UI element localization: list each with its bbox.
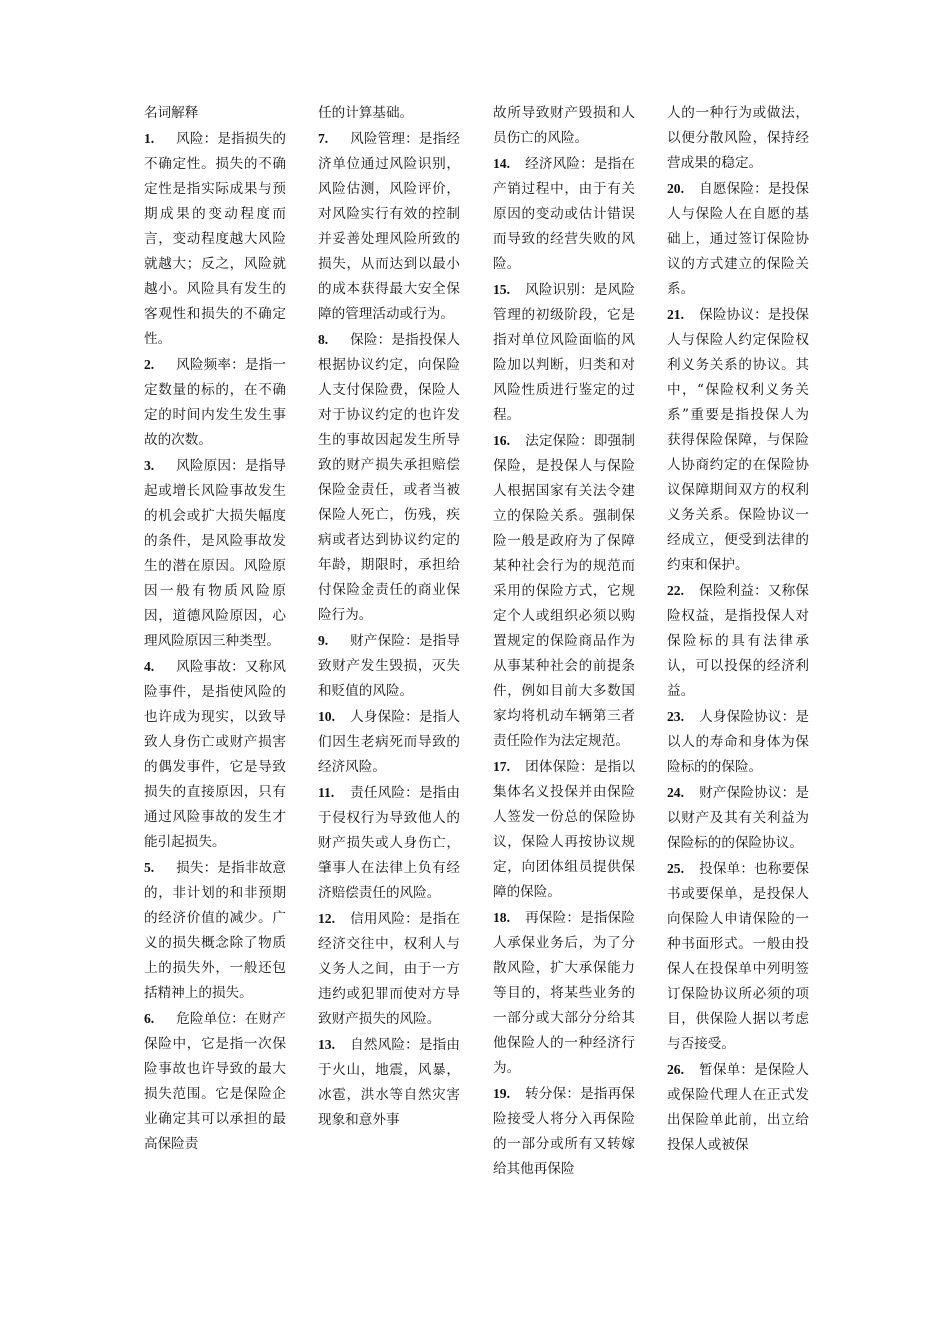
item-number: 15. bbox=[493, 282, 510, 297]
item-number: 5. bbox=[144, 860, 155, 875]
item-number: 21. bbox=[667, 307, 684, 322]
item-number: 6. bbox=[144, 1011, 155, 1026]
definition-item bbox=[318, 704, 460, 780]
item-number: 24. bbox=[667, 785, 684, 800]
item-text: 风险管理：是指经济单位通过风险识别，风险估测，风险评价，对风险实行有效的控制并妥善处理风险所致的损失，从而达到以最小的成本获得最大安全保障的管理活动或行为。 bbox=[318, 131, 460, 322]
item-number: 7. bbox=[318, 131, 329, 146]
definition-item bbox=[493, 905, 635, 1081]
definition-item bbox=[667, 780, 809, 856]
item-number: 14. bbox=[493, 156, 510, 171]
item-text: 风险原因：是指导起或增长风险事故发生的机会或扩大损失幅度的条件，是风险事故发生的潜在原因。风险原因一般有物质风险原因，道德风险原因，心理风险原因三种类型。 bbox=[144, 458, 286, 649]
item-text: 财产保险协议：是以财产及其有关利益为保险标的的保险协议。 bbox=[667, 785, 809, 851]
definition-item bbox=[318, 628, 460, 704]
item-number: 13. bbox=[318, 1037, 335, 1052]
item-number: 12. bbox=[318, 911, 335, 926]
item-text: 损失：是指非故意的，非计划的和非预期的经济价值的减少。广义的损失概念除了物质上的损失外，一般还包括精神上的损失。 bbox=[144, 860, 286, 1001]
definition-item bbox=[144, 352, 286, 453]
definition-item bbox=[318, 906, 460, 1032]
definition-item bbox=[667, 302, 809, 578]
item-number: 3. bbox=[144, 458, 155, 473]
definition-item bbox=[667, 856, 809, 1057]
definition-item bbox=[667, 176, 809, 302]
definition-item bbox=[493, 428, 635, 754]
definition-item bbox=[144, 126, 286, 352]
item-number: 20. bbox=[667, 181, 684, 196]
item-number: 18. bbox=[493, 910, 510, 925]
item-text: 风险：是指损失的不确定性。损失的不确定性是指实际成果与预期成果的变动程度而言，变动程度越大风险就越大；反之，风险就越小。风险具有发生的客观性和损失的不确定性。 bbox=[144, 131, 286, 347]
item-text: 人的一种行为或做法，以便分散风险，保持经营成果的稳定。 bbox=[667, 105, 809, 171]
item-text: 危险单位：在财产保险中，它是指一次保险事故也许导致的最大损失范围。它是保险企业确定其可以承担的最高保险责 bbox=[144, 1011, 286, 1152]
item-text: 法定保险：即强制保险，是投保人与保险人根据国家有关法令建立的保险关系。强制保险一般是政府为了保障某种社会行为的规范而采用的保险方式，它规定个人或组织必须以购置规定的保险商品作为从事某种社会的前提条件，例如目前大多数国家均将机动车辆第三者责任险作为法定规范。 bbox=[493, 433, 635, 749]
item-number: 25. bbox=[667, 861, 684, 876]
definition-item bbox=[667, 704, 809, 780]
item-text: 风险事故：又称风险事件，是指使风险的也许成为现实，以致导致人身伤亡或财产损害的偶发事件，它是导致损失的直接原因，只有通过风险事故的发生才能引起损失。 bbox=[144, 659, 286, 850]
item-text: 自然风险：是指由于火山，地震，风暴，冰雹，洪水等自然灾害现象和意外事 bbox=[318, 1037, 460, 1128]
definition-item bbox=[493, 277, 635, 428]
column-2 bbox=[318, 101, 460, 1133]
item-number: 10. bbox=[318, 709, 335, 724]
item-number: 22. bbox=[667, 583, 684, 598]
item-text: 风险识别：是风险管理的初级阶段，它是指对单位风险面临的风险加以判断，归类和对风险性质进行鉴定的过程。 bbox=[493, 282, 635, 423]
item-text: 人身保险协议：是以人的寿命和身体为保险标的的保险。 bbox=[667, 709, 809, 775]
item-text: 经济风险：是指在产销过程中，由于有关原因的变动或估计错误而导致的经营失败的风险。 bbox=[493, 156, 635, 272]
continued-text bbox=[493, 101, 635, 151]
item-number: 4. bbox=[144, 659, 155, 674]
item-number: 1. bbox=[144, 131, 155, 146]
definition-item bbox=[144, 1006, 286, 1157]
item-number: 11. bbox=[318, 785, 335, 800]
definition-item bbox=[318, 780, 460, 906]
item-text: 投保单：也称要保书或要保单，是投保人向保险人申请保险的一种书面形式。一般由投保人在投保单中列明签订保险协议所必须的项目，供保险人据以考虑与否接受。 bbox=[667, 861, 809, 1052]
definition-item bbox=[144, 654, 286, 855]
definition-item bbox=[318, 1032, 460, 1133]
column-1 bbox=[144, 101, 286, 1157]
item-text: 保险利益：又称保险权益，是指投保人对保险标的具有法律承认，可以投保的经济利益。 bbox=[667, 583, 809, 699]
definition-item bbox=[493, 151, 635, 277]
item-text: 再保险：是指保险人承保业务后，为了分散风险，扩大承保能力等目的，将某些业务的一部分或大部分分给其他保险人的一种经济行为。 bbox=[493, 910, 635, 1076]
item-text: 风险频率：是指一定数量的标的，在不确定的时间内发生发生事故的次数。 bbox=[144, 357, 286, 448]
definition-item bbox=[144, 855, 286, 1006]
definition-item bbox=[318, 126, 460, 327]
column-4 bbox=[667, 101, 809, 1158]
definition-item bbox=[493, 754, 635, 905]
definition-item bbox=[667, 578, 809, 704]
item-number: 26. bbox=[667, 1062, 684, 1077]
definition-item bbox=[318, 327, 460, 628]
item-text: 团体保险：是指以集体名义投保并由保险人签发一份总的保险协议，保险人再按协议规定，向团体组员提供保障的保险。 bbox=[493, 759, 635, 900]
definition-item bbox=[144, 453, 286, 654]
item-text: 自愿保险：是投保人与保险人在自愿的基础上，通过签订保险协议的方式建立的保险关系。 bbox=[667, 181, 809, 297]
item-number: 8. bbox=[318, 332, 329, 347]
definition-item bbox=[493, 1081, 635, 1182]
section-heading: 名词解释 bbox=[144, 105, 199, 121]
item-text: 任的计算基础。 bbox=[318, 105, 414, 121]
item-text: 故所导致财产毁损和人员伤亡的风险。 bbox=[493, 105, 635, 146]
item-text: 人身保险：是指人们因生老病死而导致的经济风险。 bbox=[318, 709, 460, 775]
column-3 bbox=[493, 101, 635, 1182]
continued-text bbox=[318, 101, 460, 126]
item-number: 16. bbox=[493, 433, 510, 448]
item-number: 2. bbox=[144, 357, 155, 372]
item-number: 23. bbox=[667, 709, 684, 724]
item-number: 17. bbox=[493, 759, 510, 774]
definition-item bbox=[667, 1057, 809, 1158]
item-text: 财产保险：是指导致财产发生毁损，灭失和贬值的风险。 bbox=[318, 633, 460, 699]
item-text: 暂保单：是保险人或保险代理人在正式发出保险单此前，出立给投保人或被保 bbox=[667, 1062, 809, 1153]
item-text: 责任风险：是指由于侵权行为导致他人的财产损失或人身伤亡，肇事人在法律上负有经济赔偿责任的风险。 bbox=[318, 785, 460, 901]
item-number: 9. bbox=[318, 633, 329, 648]
item-text: 保险：是指投保人根据协议约定，向保险人支付保险费，保险人对于协议约定的也许发生的事故因起发生所导致的财产损失承担赔偿保险金责任，或者当被保险人死亡，伤残，疾病或者达到协议约定的年龄，期限时，承担给付保险金责任的商业保险行为。 bbox=[318, 332, 460, 623]
item-number: 19. bbox=[493, 1086, 510, 1101]
continued-text bbox=[667, 101, 809, 176]
item-text: 保险协议：是投保人与保险人约定保险权利义务关系的协议。其中，“保险权利义务关系”重要是指投保人为获得保险保障，与保险人协商约定的在保险协议保障期间双方的权利义务关系。保险协议一经成立，便受到法律的约束和保护。 bbox=[667, 307, 809, 573]
item-text: 转分保：是指再保险接受人将分入再保险的一部分或所有又转嫁给其他再保险 bbox=[493, 1086, 635, 1177]
item-text: 信用风险：是指在经济交往中，权利人与义务人之间，由于一方违约或犯罪而使对方导致财产损失的风险。 bbox=[318, 911, 460, 1027]
